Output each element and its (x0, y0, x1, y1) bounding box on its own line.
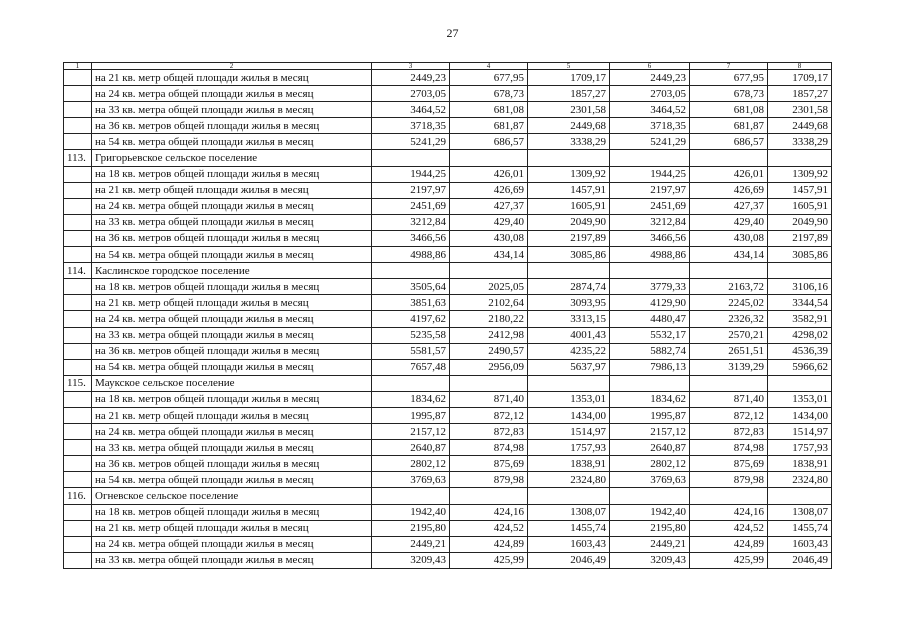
value-cell-col3: 4197,62 (372, 311, 450, 327)
value-cell-col3: 1942,40 (372, 504, 450, 520)
value-cell-col6: 3212,84 (610, 214, 690, 230)
value-cell-col3 (372, 488, 450, 504)
area-label-cell: на 24 кв. метра общей площади жилья в месяц (92, 536, 372, 552)
row-index-cell (64, 214, 92, 230)
value-cell-col7: 424,89 (690, 536, 768, 552)
value-cell-col7: 2651,51 (690, 343, 768, 359)
row-index-cell (64, 198, 92, 214)
value-cell-col4: 2490,57 (450, 343, 528, 359)
value-cell-col8 (768, 263, 832, 279)
value-cell-col6: 1944,25 (610, 166, 690, 182)
value-cell-col3: 3505,64 (372, 279, 450, 295)
page-number: 27 (446, 26, 459, 40)
value-cell-col8: 4298,02 (768, 327, 832, 343)
area-label-cell: на 54 кв. метра общей площади жилья в месяц (92, 472, 372, 488)
value-cell-col6: 3718,35 (610, 118, 690, 134)
value-cell-col4: 2025,05 (450, 279, 528, 295)
area-label-cell: на 54 кв. метра общей площади жилья в месяц (92, 359, 372, 375)
area-label-cell: на 33 кв. метра общей площади жилья в месяц (92, 214, 372, 230)
value-cell-col8 (768, 488, 832, 504)
value-cell-col3: 3718,35 (372, 118, 450, 134)
section-row (64, 375, 832, 391)
value-cell-col4: 2102,64 (450, 295, 528, 311)
value-cell-col5: 1455,74 (528, 520, 610, 536)
table-row (64, 520, 832, 536)
value-cell-col4: 424,52 (450, 520, 528, 536)
value-cell-col7: 426,69 (690, 182, 768, 198)
value-cell-col6 (610, 488, 690, 504)
row-index-cell (64, 166, 92, 182)
column-number: 2 (92, 63, 372, 70)
value-cell-col8: 3085,86 (768, 247, 832, 263)
row-index-cell (64, 102, 92, 118)
row-index-cell (64, 520, 92, 536)
value-cell-col5: 3085,86 (528, 247, 610, 263)
table-row (64, 70, 832, 86)
value-cell-col8: 1514,97 (768, 424, 832, 440)
value-cell-col5: 2449,68 (528, 118, 610, 134)
value-cell-col3: 2451,69 (372, 198, 450, 214)
value-cell-col4: 2412,98 (450, 327, 528, 343)
column-number: 3 (372, 63, 450, 70)
value-cell-col3: 1944,25 (372, 166, 450, 182)
value-cell-col6 (610, 150, 690, 166)
value-cell-col4: 677,95 (450, 70, 528, 86)
value-cell-col5: 1709,17 (528, 70, 610, 86)
row-index-cell: 114. (64, 263, 92, 279)
table-row (64, 279, 832, 295)
value-cell-col4: 424,89 (450, 536, 528, 552)
value-cell-col8: 1605,91 (768, 198, 832, 214)
area-label-cell: на 33 кв. метра общей площади жилья в месяц (92, 327, 372, 343)
value-cell-col3: 4988,86 (372, 247, 450, 263)
value-cell-col6: 2157,12 (610, 424, 690, 440)
value-cell-col8: 1309,92 (768, 166, 832, 182)
table-row (64, 424, 832, 440)
value-cell-col6: 3779,33 (610, 279, 690, 295)
value-cell-col4: 872,83 (450, 424, 528, 440)
table-row (64, 247, 832, 263)
column-number-row (64, 63, 832, 70)
row-index-cell (64, 279, 92, 295)
column-number: 6 (610, 63, 690, 70)
value-cell-col6: 4129,90 (610, 295, 690, 311)
value-cell-col8: 1308,07 (768, 504, 832, 520)
value-cell-col7: 426,01 (690, 166, 768, 182)
value-cell-col3: 3466,56 (372, 230, 450, 246)
value-cell-col4 (450, 488, 528, 504)
value-cell-col4: 434,14 (450, 247, 528, 263)
value-cell-col3: 5581,57 (372, 343, 450, 359)
value-cell-col4: 424,16 (450, 504, 528, 520)
value-cell-col5: 2874,74 (528, 279, 610, 295)
row-index-cell (64, 552, 92, 568)
value-cell-col6: 3466,56 (610, 230, 690, 246)
row-index-cell (64, 472, 92, 488)
value-cell-col4 (450, 150, 528, 166)
value-cell-col3: 5235,58 (372, 327, 450, 343)
value-cell-col6: 5882,74 (610, 343, 690, 359)
row-index-cell (64, 327, 92, 343)
value-cell-col4: 686,57 (450, 134, 528, 150)
area-label-cell: на 36 кв. метров общей площади жилья в месяц (92, 456, 372, 472)
value-cell-col6: 1834,62 (610, 391, 690, 407)
value-cell-col7: 875,69 (690, 456, 768, 472)
value-cell-col3: 3851,63 (372, 295, 450, 311)
value-cell-col4: 426,01 (450, 166, 528, 182)
value-cell-col5: 5637,97 (528, 359, 610, 375)
value-cell-col6: 2195,80 (610, 520, 690, 536)
value-cell-col5: 3313,15 (528, 311, 610, 327)
row-index-cell (64, 407, 92, 423)
area-label-cell: на 36 кв. метров общей площади жилья в месяц (92, 118, 372, 134)
value-cell-col5: 4001,43 (528, 327, 610, 343)
value-cell-col8: 2324,80 (768, 472, 832, 488)
value-cell-col3: 2802,12 (372, 456, 450, 472)
value-cell-col5: 2197,89 (528, 230, 610, 246)
value-cell-col8: 1857,27 (768, 86, 832, 102)
value-cell-col6: 2197,97 (610, 182, 690, 198)
value-cell-col5: 3093,95 (528, 295, 610, 311)
value-cell-col3 (372, 150, 450, 166)
table-row (64, 295, 832, 311)
value-cell-col8: 4536,39 (768, 343, 832, 359)
value-cell-col7 (690, 263, 768, 279)
value-cell-col7: 871,40 (690, 391, 768, 407)
value-cell-col3: 1995,87 (372, 407, 450, 423)
value-cell-col7: 677,95 (690, 70, 768, 86)
value-cell-col5 (528, 375, 610, 391)
value-cell-col4: 425,99 (450, 552, 528, 568)
value-cell-col5: 1514,97 (528, 424, 610, 440)
value-cell-col8: 1434,00 (768, 407, 832, 423)
row-index-cell (64, 424, 92, 440)
value-cell-col3: 3212,84 (372, 214, 450, 230)
area-label-cell: на 54 кв. метра общей площади жилья в месяц (92, 134, 372, 150)
value-cell-col5: 2046,49 (528, 552, 610, 568)
value-cell-col5: 3338,29 (528, 134, 610, 150)
value-cell-col6: 2640,87 (610, 440, 690, 456)
value-cell-col6 (610, 375, 690, 391)
value-cell-col8: 2301,58 (768, 102, 832, 118)
value-cell-col7: 427,37 (690, 198, 768, 214)
row-index-cell (64, 247, 92, 263)
column-number: 7 (690, 63, 768, 70)
value-cell-col3: 3464,52 (372, 102, 450, 118)
area-label-cell: на 24 кв. метра общей площади жилья в месяц (92, 311, 372, 327)
table-row (64, 407, 832, 423)
value-cell-col8: 2049,90 (768, 214, 832, 230)
value-cell-col7: 3139,29 (690, 359, 768, 375)
value-cell-col3: 2197,97 (372, 182, 450, 198)
value-cell-col6: 3769,63 (610, 472, 690, 488)
value-cell-col6: 4988,86 (610, 247, 690, 263)
value-cell-col4: 2180,22 (450, 311, 528, 327)
area-label-cell: на 21 кв. метр общей площади жилья в месяц (92, 520, 372, 536)
value-cell-col4 (450, 375, 528, 391)
value-cell-col3: 3209,43 (372, 552, 450, 568)
value-cell-col8: 3344,54 (768, 295, 832, 311)
value-cell-col5: 1308,07 (528, 504, 610, 520)
value-cell-col8: 3338,29 (768, 134, 832, 150)
value-cell-col6: 5241,29 (610, 134, 690, 150)
section-row (64, 263, 832, 279)
row-index-cell (64, 86, 92, 102)
row-index-cell (64, 359, 92, 375)
value-cell-col7: 424,52 (690, 520, 768, 536)
value-cell-col3 (372, 263, 450, 279)
column-number: 4 (450, 63, 528, 70)
value-cell-col6: 1995,87 (610, 407, 690, 423)
value-cell-col3 (372, 375, 450, 391)
row-index-cell: 113. (64, 150, 92, 166)
table-row (64, 440, 832, 456)
row-index-cell (64, 182, 92, 198)
value-cell-col7: 424,16 (690, 504, 768, 520)
area-label-cell: на 21 кв. метр общей площади жилья в месяц (92, 70, 372, 86)
value-cell-col3: 2703,05 (372, 86, 450, 102)
settlement-name-cell: Маукское сельское поселение (92, 375, 372, 391)
value-cell-col4: 681,87 (450, 118, 528, 134)
value-cell-col8: 3106,16 (768, 279, 832, 295)
value-cell-col7: 872,12 (690, 407, 768, 423)
value-cell-col5: 1605,91 (528, 198, 610, 214)
value-cell-col8 (768, 150, 832, 166)
row-index-cell (64, 536, 92, 552)
value-cell-col5: 1353,01 (528, 391, 610, 407)
value-cell-col7: 874,98 (690, 440, 768, 456)
value-cell-col5: 4235,22 (528, 343, 610, 359)
area-label-cell: на 21 кв. метр общей площади жилья в месяц (92, 295, 372, 311)
value-cell-col7: 434,14 (690, 247, 768, 263)
value-cell-col6: 2802,12 (610, 456, 690, 472)
table-row (64, 166, 832, 182)
value-cell-col4: 872,12 (450, 407, 528, 423)
value-cell-col6: 5532,17 (610, 327, 690, 343)
area-label-cell: на 54 кв. метра общей площади жилья в месяц (92, 247, 372, 263)
area-label-cell: на 33 кв. метра общей площади жилья в месяц (92, 440, 372, 456)
area-label-cell: на 24 кв. метра общей площади жилья в месяц (92, 198, 372, 214)
value-cell-col3: 2449,21 (372, 536, 450, 552)
area-label-cell: на 18 кв. метров общей площади жилья в месяц (92, 279, 372, 295)
value-cell-col8: 1353,01 (768, 391, 832, 407)
row-index-cell: 116. (64, 488, 92, 504)
value-cell-col8: 2046,49 (768, 552, 832, 568)
table-row (64, 198, 832, 214)
table-row (64, 230, 832, 246)
row-index-cell (64, 343, 92, 359)
value-cell-col4: 875,69 (450, 456, 528, 472)
table-row (64, 311, 832, 327)
section-row (64, 488, 832, 504)
table-row (64, 391, 832, 407)
value-cell-col4: 429,40 (450, 214, 528, 230)
value-cell-col6: 3209,43 (610, 552, 690, 568)
value-cell-col4: 879,98 (450, 472, 528, 488)
table-body (64, 70, 832, 569)
value-cell-col4: 427,37 (450, 198, 528, 214)
value-cell-col7: 678,73 (690, 86, 768, 102)
table-row (64, 343, 832, 359)
table-row (64, 504, 832, 520)
area-label-cell: на 36 кв. метров общей площади жилья в месяц (92, 343, 372, 359)
value-cell-col3: 2449,23 (372, 70, 450, 86)
column-number: 8 (768, 63, 832, 70)
value-cell-col6: 3464,52 (610, 102, 690, 118)
value-cell-col6: 2449,21 (610, 536, 690, 552)
row-index-cell (64, 456, 92, 472)
value-cell-col5: 1757,93 (528, 440, 610, 456)
value-cell-col7: 681,08 (690, 102, 768, 118)
value-cell-col4: 430,08 (450, 230, 528, 246)
area-label-cell: на 33 кв. метра общей площади жилья в месяц (92, 552, 372, 568)
settlement-name-cell: Григорьевское сельское поселение (92, 150, 372, 166)
value-cell-col7 (690, 150, 768, 166)
value-cell-col5: 2049,90 (528, 214, 610, 230)
area-label-cell: на 24 кв. метра общей площади жилья в месяц (92, 86, 372, 102)
area-label-cell: на 18 кв. метров общей площади жилья в месяц (92, 166, 372, 182)
value-cell-col7: 2163,72 (690, 279, 768, 295)
row-index-cell: 115. (64, 375, 92, 391)
value-cell-col8: 1838,91 (768, 456, 832, 472)
value-cell-col4 (450, 263, 528, 279)
value-cell-col7: 879,98 (690, 472, 768, 488)
value-cell-col5 (528, 263, 610, 279)
value-cell-col6 (610, 263, 690, 279)
value-cell-col4: 2956,09 (450, 359, 528, 375)
area-label-cell: на 33 кв. метра общей площади жилья в месяц (92, 102, 372, 118)
value-cell-col8 (768, 375, 832, 391)
value-cell-col7: 872,83 (690, 424, 768, 440)
value-cell-col8: 1455,74 (768, 520, 832, 536)
settlement-name-cell: Огневское сельское поселение (92, 488, 372, 504)
value-cell-col6: 2703,05 (610, 86, 690, 102)
value-cell-col7: 2326,32 (690, 311, 768, 327)
value-cell-col7: 429,40 (690, 214, 768, 230)
value-cell-col6: 2451,69 (610, 198, 690, 214)
value-cell-col4: 678,73 (450, 86, 528, 102)
value-cell-col8: 1709,17 (768, 70, 832, 86)
table-row (64, 102, 832, 118)
table-row (64, 456, 832, 472)
value-cell-col3: 7657,48 (372, 359, 450, 375)
column-number: 5 (528, 63, 610, 70)
value-cell-col7 (690, 375, 768, 391)
value-cell-col8: 1457,91 (768, 182, 832, 198)
row-index-cell (64, 295, 92, 311)
value-cell-col8: 2449,68 (768, 118, 832, 134)
row-index-cell (64, 440, 92, 456)
table-row (64, 472, 832, 488)
tariff-table (63, 62, 832, 569)
value-cell-col8: 2197,89 (768, 230, 832, 246)
table-row (64, 359, 832, 375)
value-cell-col5: 1857,27 (528, 86, 610, 102)
value-cell-col4: 426,69 (450, 182, 528, 198)
value-cell-col5 (528, 488, 610, 504)
area-label-cell: на 21 кв. метр общей площади жилья в месяц (92, 182, 372, 198)
value-cell-col5: 1434,00 (528, 407, 610, 423)
value-cell-col4: 681,08 (450, 102, 528, 118)
value-cell-col7: 430,08 (690, 230, 768, 246)
value-cell-col8: 1603,43 (768, 536, 832, 552)
value-cell-col8: 1757,93 (768, 440, 832, 456)
table-row (64, 214, 832, 230)
value-cell-col5: 1457,91 (528, 182, 610, 198)
value-cell-col5: 2301,58 (528, 102, 610, 118)
value-cell-col5: 1603,43 (528, 536, 610, 552)
value-cell-col3: 2157,12 (372, 424, 450, 440)
value-cell-col5 (528, 150, 610, 166)
value-cell-col7: 686,57 (690, 134, 768, 150)
area-label-cell: на 18 кв. метров общей площади жилья в месяц (92, 391, 372, 407)
table-row (64, 86, 832, 102)
table-row (64, 536, 832, 552)
row-index-cell (64, 230, 92, 246)
table-row (64, 182, 832, 198)
column-number: 1 (64, 63, 92, 70)
row-index-cell (64, 118, 92, 134)
value-cell-col5: 1309,92 (528, 166, 610, 182)
value-cell-col3: 2640,87 (372, 440, 450, 456)
row-index-cell (64, 134, 92, 150)
value-cell-col6: 2449,23 (610, 70, 690, 86)
table-row (64, 118, 832, 134)
value-cell-col7: 2245,02 (690, 295, 768, 311)
area-label-cell: на 36 кв. метров общей площади жилья в месяц (92, 230, 372, 246)
value-cell-col7 (690, 488, 768, 504)
value-cell-col5: 2324,80 (528, 472, 610, 488)
value-cell-col6: 7986,13 (610, 359, 690, 375)
section-row (64, 150, 832, 166)
value-cell-col7: 2570,21 (690, 327, 768, 343)
value-cell-col3: 3769,63 (372, 472, 450, 488)
value-cell-col4: 874,98 (450, 440, 528, 456)
settlement-name-cell: Каслинское городское поселение (92, 263, 372, 279)
value-cell-col5: 1838,91 (528, 456, 610, 472)
row-index-cell (64, 391, 92, 407)
row-index-cell (64, 504, 92, 520)
value-cell-col6: 4480,47 (610, 311, 690, 327)
row-index-cell (64, 70, 92, 86)
value-cell-col3: 2195,80 (372, 520, 450, 536)
value-cell-col8: 5966,62 (768, 359, 832, 375)
area-label-cell: на 24 кв. метра общей площади жилья в месяц (92, 424, 372, 440)
value-cell-col6: 1942,40 (610, 504, 690, 520)
value-cell-col4: 871,40 (450, 391, 528, 407)
value-cell-col7: 681,87 (690, 118, 768, 134)
table-row (64, 552, 832, 568)
value-cell-col3: 5241,29 (372, 134, 450, 150)
value-cell-col3: 1834,62 (372, 391, 450, 407)
table-row (64, 134, 832, 150)
value-cell-col7: 425,99 (690, 552, 768, 568)
value-cell-col8: 3582,91 (768, 311, 832, 327)
area-label-cell: на 18 кв. метров общей площади жилья в месяц (92, 504, 372, 520)
row-index-cell (64, 311, 92, 327)
table-row (64, 327, 832, 343)
area-label-cell: на 21 кв. метр общей площади жилья в месяц (92, 407, 372, 423)
